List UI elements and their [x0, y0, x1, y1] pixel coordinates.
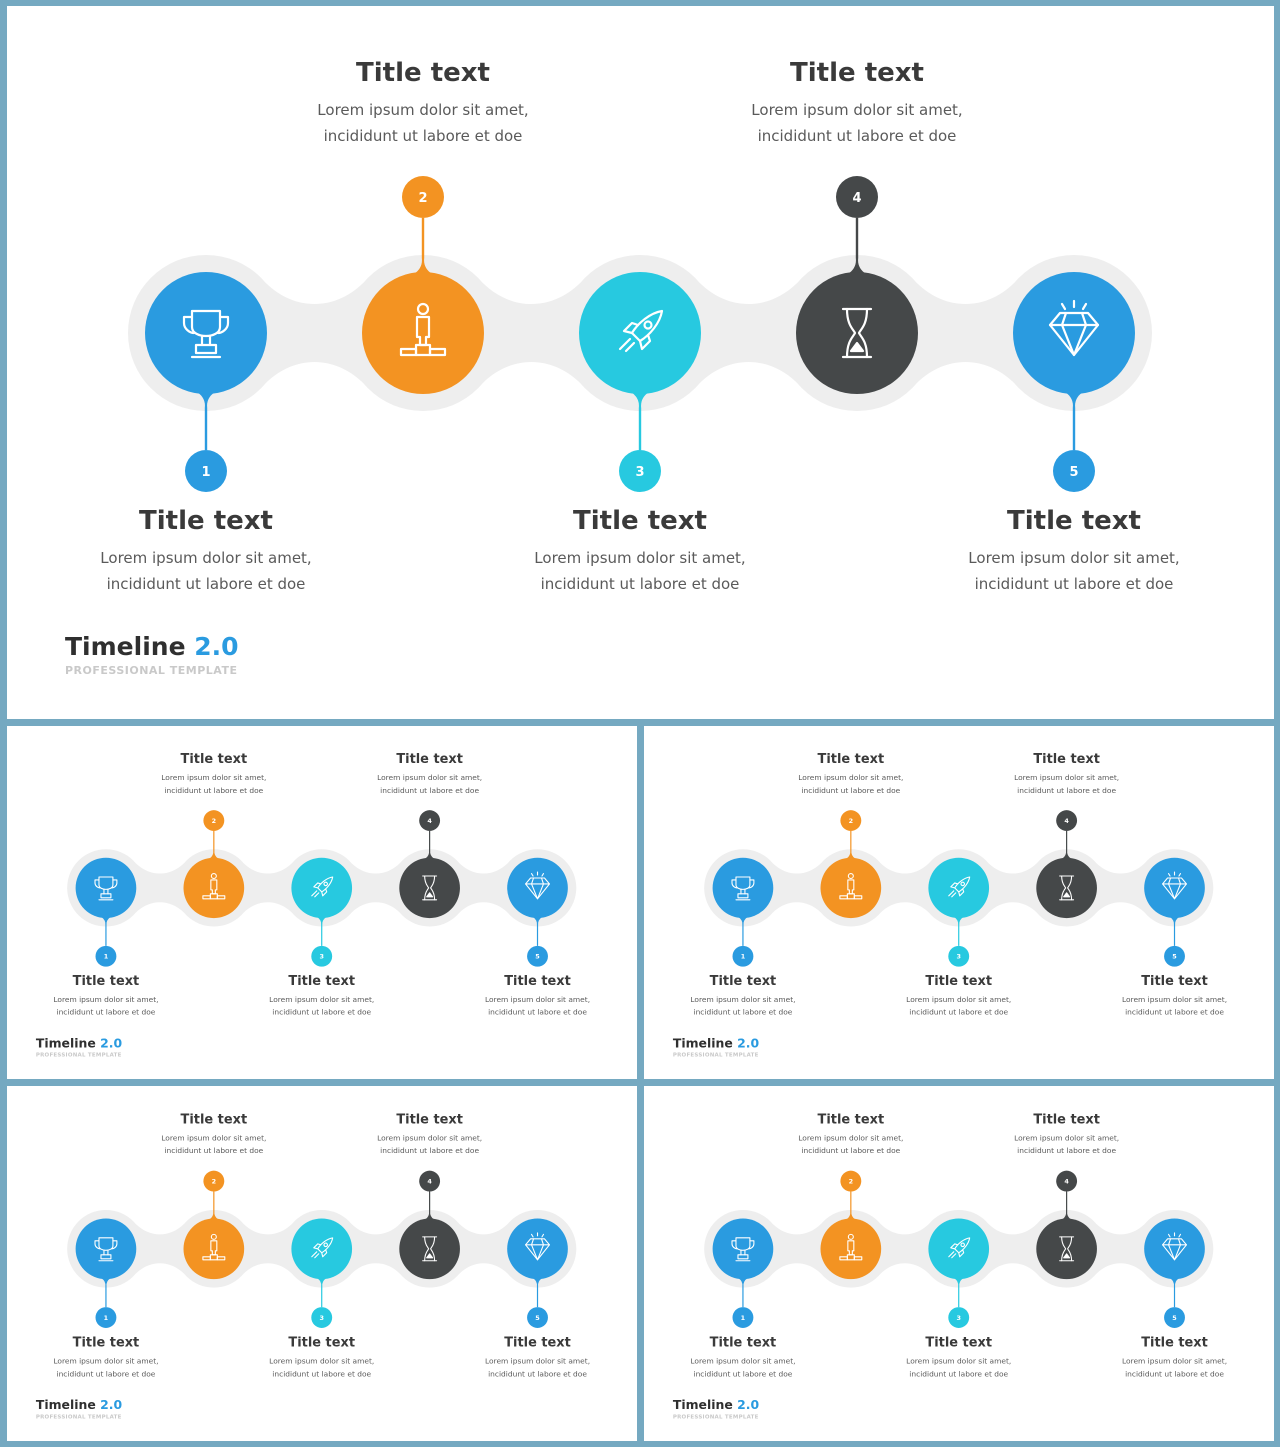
step-title: Title text: [396, 751, 463, 767]
step-description: [510, 545, 770, 597]
step-description-line: incididunt ut labore et doe: [488, 1369, 587, 1379]
step-description: [894, 993, 1023, 1019]
step-text-block: [76, 505, 336, 597]
step-title: Title text: [925, 973, 993, 989]
step-circle[interactable]: [362, 272, 484, 394]
step-title: Title text: [139, 506, 273, 536]
step-description: [41, 1354, 170, 1380]
step-number: 5: [1172, 952, 1177, 961]
step-number: 3: [956, 1314, 961, 1323]
step-title: Title text: [1141, 1334, 1208, 1350]
step-description-line: Lorem ipsum dolor sit amet,: [484, 1356, 591, 1366]
step-description-line: incididunt ut labore et doe: [323, 127, 523, 145]
step-number: 4: [852, 191, 862, 206]
step-description-line: Lorem ipsum dolor sit amet,: [906, 994, 1012, 1004]
step-description-line: Lorem ipsum dolor sit amet,: [377, 773, 483, 782]
step-text-block: [473, 973, 602, 1019]
slide-thumbnail-4[interactable]: [644, 1086, 1274, 1441]
step-circle[interactable]: [399, 1218, 460, 1279]
step-circle[interactable]: [507, 858, 568, 918]
brand-name: Timeline: [672, 1397, 733, 1413]
brand-name: Timeline: [35, 1035, 96, 1051]
step-description: [727, 97, 987, 149]
step-circle[interactable]: [821, 1218, 882, 1279]
step-circle[interactable]: [1013, 272, 1135, 394]
step-description-line: incididunt ut labore et doe: [488, 1007, 587, 1017]
step-description: [894, 1354, 1023, 1380]
step-text-block: [1110, 973, 1239, 1019]
timeline-graphic: [7, 726, 637, 1079]
step-title: Title text: [1033, 1111, 1100, 1127]
step-text-block: [894, 1334, 1023, 1380]
step-title: Title text: [817, 1111, 885, 1127]
step-number: 5: [535, 952, 540, 961]
step-description-line: incididunt ut labore et doe: [974, 575, 1174, 593]
step-description-line: Lorem ipsum dolor sit amet,: [1121, 994, 1228, 1004]
brand-logo: [65, 632, 239, 677]
timeline-graphic: [7, 1086, 637, 1441]
step-description-line: Lorem ipsum dolor sit amet,: [484, 994, 591, 1004]
brand-title: [673, 1398, 759, 1413]
brand-title: [36, 1036, 122, 1051]
brand-version: 2.0: [100, 1035, 123, 1051]
step-text-block: [678, 1334, 807, 1380]
brand-logo: [673, 1398, 759, 1420]
brand-subtitle: PROFESSIONAL TEMPLATE: [65, 664, 238, 677]
step-circle[interactable]: [928, 1218, 989, 1279]
step-description: [149, 1131, 278, 1157]
step-description-line: incididunt ut labore et doe: [106, 575, 306, 593]
step-description: [1110, 1354, 1239, 1380]
step-circle[interactable]: [1144, 858, 1205, 918]
step-description: [76, 545, 336, 597]
step-description-line: incididunt ut labore et doe: [693, 1369, 793, 1379]
step-text-block: [257, 973, 386, 1019]
step-description-line: Lorem ipsum dolor sit amet,: [968, 549, 1180, 567]
step-text-block: [1002, 1111, 1131, 1157]
step-circle[interactable]: [821, 858, 882, 918]
step-description-line: incididunt ut labore et doe: [56, 1369, 156, 1379]
brand-name: Timeline: [672, 1035, 733, 1051]
step-description: [41, 993, 170, 1019]
step-description: [786, 771, 915, 797]
step-number: 4: [1064, 817, 1069, 826]
step-description: [1110, 993, 1239, 1019]
brand-subtitle: PROFESSIONAL TEMPLATE: [35, 1051, 122, 1059]
step-title: Title text: [1033, 751, 1100, 767]
step-description-line: Lorem ipsum dolor sit amet,: [161, 773, 267, 782]
step-title: Title text: [709, 973, 777, 989]
step-description-line: incididunt ut labore et doe: [801, 1146, 901, 1156]
step-circle[interactable]: [291, 858, 352, 918]
step-description: [786, 1131, 915, 1157]
timeline-graphic: [7, 6, 1274, 719]
brand-title: [673, 1036, 759, 1051]
step-description-line: incididunt ut labore et doe: [540, 575, 740, 593]
step-title: Title text: [709, 1334, 777, 1350]
brand-subtitle: PROFESSIONAL TEMPLATE: [672, 1413, 759, 1421]
step-number: 1: [740, 1314, 746, 1323]
step-circle[interactable]: [76, 858, 137, 918]
step-circle[interactable]: [1144, 1218, 1205, 1279]
step-title: Title text: [288, 973, 356, 989]
step-description-line: incididunt ut labore et doe: [272, 1369, 372, 1379]
step-circle[interactable]: [796, 272, 918, 394]
step-description: [365, 771, 494, 797]
step-text-block: [1002, 751, 1131, 797]
step-description-line: incididunt ut labore et doe: [1017, 1146, 1117, 1156]
step-description-line: incididunt ut labore et doe: [693, 1007, 793, 1017]
step-text-block: [365, 751, 494, 797]
step-circle[interactable]: [713, 1218, 774, 1279]
step-description: [293, 97, 553, 149]
step-text-block: [944, 505, 1204, 597]
step-circle[interactable]: [184, 858, 245, 918]
step-description-line: incididunt ut labore et doe: [56, 1007, 156, 1017]
step-description-line: Lorem ipsum dolor sit amet,: [53, 1356, 159, 1366]
step-description-line: Lorem ipsum dolor sit amet,: [751, 101, 963, 119]
step-number: 2: [848, 1177, 854, 1186]
step-circle[interactable]: [1036, 858, 1097, 918]
step-number: 3: [319, 952, 324, 961]
step-circle[interactable]: [184, 1218, 245, 1279]
step-text-block: [1110, 1334, 1239, 1380]
step-title: Title text: [72, 1334, 140, 1350]
slide-thumbnail-3[interactable]: [7, 1086, 637, 1441]
step-title: Title text: [396, 1111, 463, 1127]
step-description: [257, 993, 386, 1019]
step-description-line: Lorem ipsum dolor sit amet,: [690, 994, 796, 1004]
step-title: Title text: [573, 506, 707, 536]
brand-logo: [36, 1036, 122, 1058]
step-description: [944, 545, 1204, 597]
step-title: Title text: [288, 1334, 356, 1350]
brand-logo: [36, 1398, 122, 1420]
slide-thumbnail-2[interactable]: [644, 726, 1274, 1079]
step-text-block: [727, 57, 987, 149]
step-circle[interactable]: [145, 272, 267, 394]
step-number: 1: [740, 952, 746, 961]
step-description: [257, 1354, 386, 1380]
step-text-block: [894, 973, 1023, 1019]
step-number: 2: [848, 817, 854, 826]
step-title: Title text: [504, 1334, 571, 1350]
step-text-block: [786, 1111, 915, 1157]
step-circle[interactable]: [399, 858, 460, 918]
brand-version: 2.0: [100, 1397, 123, 1413]
step-number: 2: [418, 191, 428, 206]
step-description: [678, 1354, 807, 1380]
step-number: 3: [635, 465, 645, 480]
step-description-line: Lorem ipsum dolor sit amet,: [377, 1133, 483, 1143]
step-text-block: [510, 505, 770, 597]
brand-version: 2.0: [737, 1397, 760, 1413]
step-description-line: incididunt ut labore et doe: [909, 1369, 1009, 1379]
step-number: 4: [1064, 1177, 1069, 1186]
step-title: Title text: [925, 1334, 993, 1350]
step-description-line: Lorem ipsum dolor sit amet,: [317, 101, 529, 119]
step-description-line: Lorem ipsum dolor sit amet,: [1014, 773, 1120, 782]
step-title: Title text: [1141, 973, 1208, 989]
step-description-line: incididunt ut labore et doe: [380, 1146, 480, 1156]
step-title: Title text: [180, 751, 248, 767]
step-description-line: incididunt ut labore et doe: [801, 785, 901, 795]
step-number: 5: [1172, 1314, 1177, 1323]
step-circle[interactable]: [713, 858, 774, 918]
step-number: 3: [956, 952, 961, 961]
step-description-line: Lorem ipsum dolor sit amet,: [269, 1356, 375, 1366]
step-text-block: [149, 751, 278, 797]
step-title: Title text: [180, 1111, 248, 1127]
step-number: 5: [535, 1314, 540, 1323]
step-number: 2: [211, 1177, 217, 1186]
step-description-line: Lorem ipsum dolor sit amet,: [100, 549, 312, 567]
slide-thumbnail-1[interactable]: [7, 726, 637, 1079]
step-description-line: incididunt ut labore et doe: [164, 1146, 264, 1156]
step-description: [473, 1354, 602, 1380]
brand-name: Timeline: [35, 1397, 96, 1413]
brand-name: Timeline: [65, 632, 186, 661]
step-number: 1: [103, 952, 109, 961]
step-title: Title text: [817, 751, 885, 767]
step-description-line: incididunt ut labore et doe: [1125, 1007, 1224, 1017]
step-description: [473, 993, 602, 1019]
step-description-line: Lorem ipsum dolor sit amet,: [906, 1356, 1012, 1366]
step-number: 1: [201, 465, 211, 480]
step-circle[interactable]: [507, 1218, 568, 1279]
step-text-block: [149, 1111, 278, 1157]
step-number: 1: [103, 1314, 109, 1323]
step-circle[interactable]: [76, 1218, 137, 1279]
step-title: Title text: [790, 58, 924, 88]
step-description-line: Lorem ipsum dolor sit amet,: [690, 1356, 796, 1366]
step-text-block: [365, 1111, 494, 1157]
step-description-line: Lorem ipsum dolor sit amet,: [1014, 1133, 1120, 1143]
step-number: 4: [427, 817, 432, 826]
step-description: [1002, 771, 1131, 797]
step-description-line: incididunt ut labore et doe: [1017, 785, 1117, 795]
step-description-line: Lorem ipsum dolor sit amet,: [534, 549, 746, 567]
step-circle[interactable]: [291, 1218, 352, 1279]
step-title: Title text: [504, 973, 571, 989]
step-description-line: incididunt ut labore et doe: [380, 785, 480, 795]
step-description: [1002, 1131, 1131, 1157]
step-description: [365, 1131, 494, 1157]
step-description: [678, 993, 807, 1019]
step-text-block: [257, 1334, 386, 1380]
step-description-line: Lorem ipsum dolor sit amet,: [1121, 1356, 1228, 1366]
step-description-line: Lorem ipsum dolor sit amet,: [798, 773, 904, 782]
slide-main[interactable]: [7, 6, 1274, 719]
step-description-line: incididunt ut labore et doe: [909, 1007, 1009, 1017]
step-number: 3: [319, 1314, 324, 1323]
step-text-block: [786, 751, 915, 797]
step-title: Title text: [356, 58, 490, 88]
step-circle[interactable]: [1036, 1218, 1097, 1279]
step-description-line: Lorem ipsum dolor sit amet,: [161, 1133, 267, 1143]
brand-title: [65, 632, 239, 662]
step-description: [149, 771, 278, 797]
step-number: 5: [1069, 465, 1079, 480]
brand-subtitle: PROFESSIONAL TEMPLATE: [35, 1413, 122, 1421]
step-text-block: [41, 973, 170, 1019]
step-circle[interactable]: [928, 858, 989, 918]
step-circle[interactable]: [579, 272, 701, 394]
brand-logo: [673, 1036, 759, 1058]
step-text-block: [41, 1334, 170, 1380]
step-number: 2: [211, 817, 217, 826]
step-description-line: Lorem ipsum dolor sit amet,: [798, 1133, 904, 1143]
step-description-line: incididunt ut labore et doe: [757, 127, 957, 145]
brand-version: 2.0: [194, 632, 239, 661]
step-description-line: Lorem ipsum dolor sit amet,: [53, 994, 159, 1004]
step-number: 4: [427, 1177, 432, 1186]
timeline-graphic: [644, 726, 1274, 1079]
step-text-block: [678, 973, 807, 1019]
timeline-graphic: [644, 1086, 1274, 1441]
step-text-block: [473, 1334, 602, 1380]
brand-subtitle: PROFESSIONAL TEMPLATE: [672, 1051, 759, 1059]
step-title: Title text: [72, 973, 140, 989]
step-description-line: incididunt ut labore et doe: [272, 1007, 372, 1017]
step-description-line: Lorem ipsum dolor sit amet,: [269, 994, 375, 1004]
step-title: Title text: [1007, 506, 1141, 536]
step-description-line: incididunt ut labore et doe: [1125, 1369, 1224, 1379]
step-text-block: [293, 57, 553, 149]
brand-title: [36, 1398, 122, 1413]
step-description-line: incididunt ut labore et doe: [164, 785, 264, 795]
brand-version: 2.0: [737, 1035, 760, 1051]
